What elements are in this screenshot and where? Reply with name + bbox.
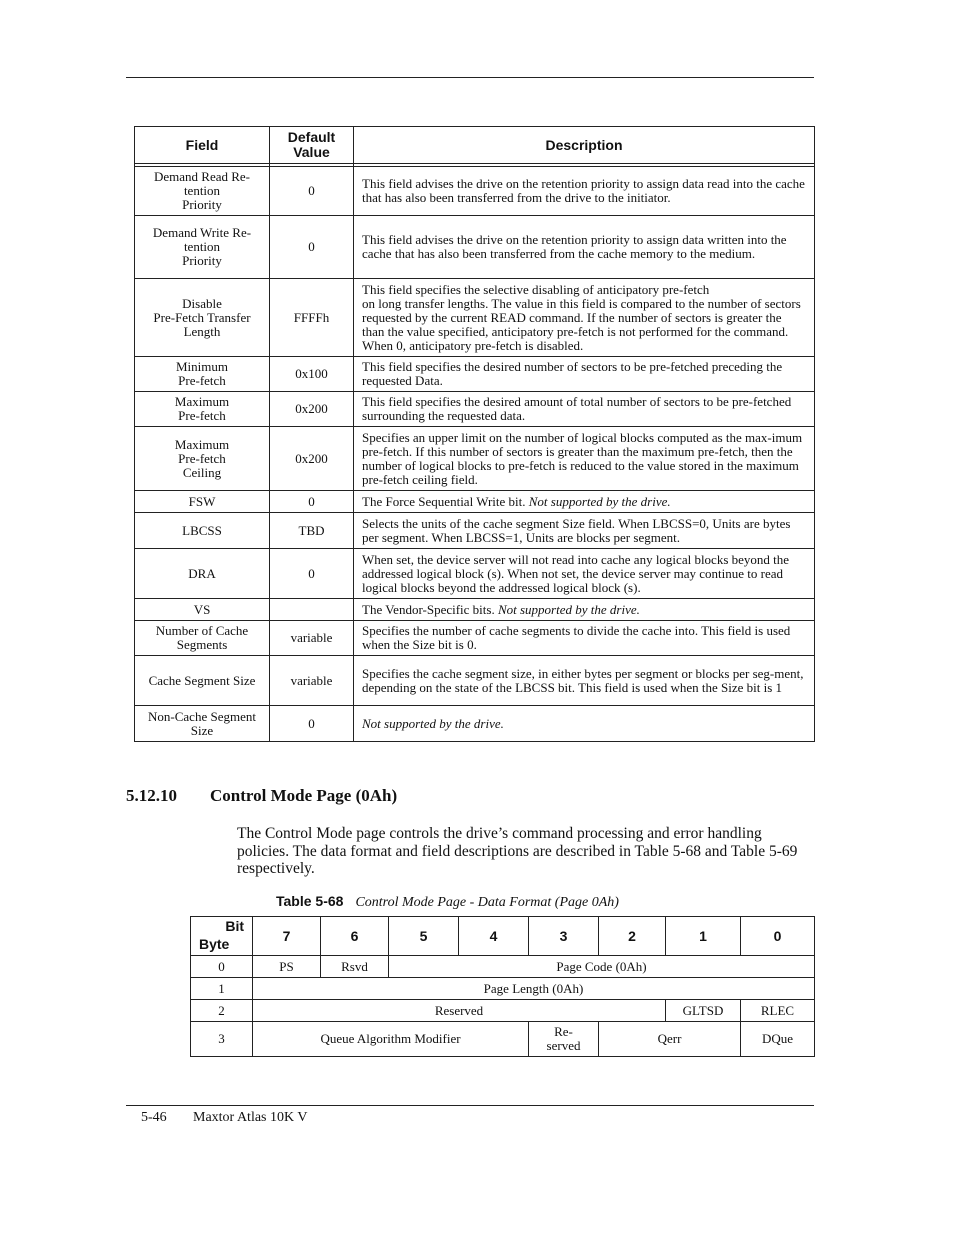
field-name: FSW [135,491,270,513]
table-row [135,279,815,357]
default-value: variable [270,621,354,656]
description [354,621,815,656]
description [354,392,815,427]
bit-byte-header: Bit Byte [191,917,253,956]
document-title: Maxtor Atlas 10K V [193,1110,308,1125]
default-value: 0 [270,491,354,513]
page-footer [141,1110,307,1126]
description [354,427,815,491]
field-name: Demand Read Re- tention Priority [135,167,270,216]
description [354,279,815,357]
description-text: The Vendor-Specific bits. [362,601,498,617]
description-note: Not supported by the drive. [528,493,671,509]
page-code-field: Page Code (0Ah) [389,956,815,978]
description-text: The Force Sequential Write bit. [362,493,529,509]
table-caption-label: Table 5-68 [276,893,344,909]
default-value: variable [270,656,354,706]
section-number: 5.12.10 [126,786,177,805]
description [354,549,815,599]
default-value: 0x100 [270,357,354,392]
gltsd-field: GLTSD [666,1000,741,1022]
default-value: 0x200 [270,392,354,427]
byte-row-2 [191,1000,815,1022]
default-value-header: Default Value [270,127,354,164]
description-text: Specifies the number of cache segments to divide the cache into. This field is used when the Size bit is 0. [362,623,791,652]
default-value: 0 [270,549,354,599]
bit-4-header: 4 [459,917,529,956]
description [354,491,815,513]
table-row [135,656,815,706]
description-note: Not supported by the drive. [362,715,504,731]
field-name: Maximum Pre-fetch [135,392,270,427]
bit-5-header: 5 [389,917,459,956]
field-name: Number of Cache Segments [135,621,270,656]
rlec-field: RLEC [741,1000,815,1022]
bit-7-header: 7 [253,917,321,956]
default-value: FFFFh [270,279,354,357]
description-text: This field specifies the selective disabling of anticipatory pre-fetch on long transfer lengths. The value in this field is compared to the number of sectors requested by the current READ command. If the number of sectors is greater the than the value specified, anticipatory pre-fetch is not performed for the command. When 0, anticipatory pre-fetch is disabled. [362,281,801,353]
description [354,216,815,279]
description [354,599,815,621]
cache-page-field-table [134,126,815,742]
footer-rule [126,1105,814,1106]
field-name: Non-Cache Segment Size [135,706,270,742]
default-value: TBD [270,513,354,549]
field-header: Field [135,127,270,164]
ps-field: PS [253,956,321,978]
header-rule [126,77,814,78]
byte-number: 2 [191,1000,253,1022]
description-text: Selects the units of the cache segment Size field. When LBCSS=0, Units are bytes per segment. When LBCSS=1, Units are blocks per segment. [362,515,791,545]
table-row [135,357,815,392]
table-row [135,167,815,216]
description-text: This field advises the drive on the retention priority to assign data written into the cache that has also been transferred from the cache memory to the medium. [362,232,787,261]
table-row [135,513,815,549]
default-value: 0 [270,167,354,216]
table-header-row [135,127,815,164]
description [354,656,815,706]
queue-algorithm-modifier-field: Queue Algorithm Modifier [253,1022,529,1057]
dque-field: DQue [741,1022,815,1057]
table-row [135,599,815,621]
bit-header-row [191,917,815,956]
bit-3-header: 3 [529,917,599,956]
description [354,167,815,216]
field-name: VS [135,599,270,621]
bit-2-header: 2 [599,917,666,956]
table-caption [276,893,619,911]
page-length-field: Page Length (0Ah) [253,978,815,1000]
reserved-field: Reserved [253,1000,666,1022]
default-value: 0x200 [270,427,354,491]
qerr-field: Qerr [599,1022,741,1057]
bit-1-header: 1 [666,917,741,956]
rsvd-field: Rsvd [321,956,389,978]
table-row [135,549,815,599]
bit-0-header: 0 [741,917,815,956]
byte-row-3 [191,1022,815,1057]
description-text: Specifies an upper limit on the number of logical blocks computed as the max-imum pre-fetch. If this number of sectors is greater than the maximum pre-fetch, then the number of logical blocks to pre-fetch is reduced to the value stored in the maximum pre-fetch ceiling field. [362,429,803,487]
description-text: Specifies the cache segment size, in either bytes per segment or blocks per seg-ment, depending on the state of the LBCSS bit. This field is used when the Size bit is 1 [362,665,804,695]
description [354,513,815,549]
field-name: DRA [135,549,270,599]
byte-number: 3 [191,1022,253,1057]
default-value: 0 [270,216,354,279]
field-name: Minimum Pre-fetch [135,357,270,392]
table-row [135,491,815,513]
description-text: This field specifies the desired amount of total number of sectors to be pre-fetched surrounding the requested data. [362,394,792,423]
description-text: When set, the device server will not read into cache any logical blocks beyond the addressed logical block (s). When not set, the device server may continue to read logical blocks beyond the addressed logical block (s). [362,551,790,595]
default-value: 0 [270,706,354,742]
section-heading [126,786,397,806]
control-mode-format-table [190,916,815,1057]
reserved-bit-field: Re- served [529,1022,599,1057]
table-row [135,427,815,491]
byte-number: 1 [191,978,253,1000]
field-name: Cache Segment Size [135,656,270,706]
section-title: Control Mode Page (0Ah) [210,786,398,805]
intro-paragraph: The Control Mode page controls the drive’s command processing and error handling policies. The data format and field descriptions are described in Table 5-68 and Table 5-69 respectively. [237,825,798,877]
description-text: This field advises the drive on the retention priority to assign data read into the cache that has also been transferred from the drive to the initiator. [362,176,805,205]
byte-row-1 [191,978,815,1000]
description-header: Description [354,127,815,164]
field-name: Maximum Pre-fetch Ceiling [135,427,270,491]
table-row [135,706,815,742]
table-caption-title: Control Mode Page - Data Format (Page 0Ah) [355,895,619,910]
page-number: 5-46 [141,1110,167,1125]
field-name: LBCSS [135,513,270,549]
field-name: Demand Write Re- tention Priority [135,216,270,279]
description [354,706,815,742]
table-row [135,621,815,656]
byte-number: 0 [191,956,253,978]
description [354,357,815,392]
table-row [135,216,815,279]
description-note: Not supported by the drive. [497,601,640,617]
field-name: Disable Pre-Fetch Transfer Length [135,279,270,357]
default-value [270,599,354,621]
byte-row-0 [191,956,815,978]
bit-6-header: 6 [321,917,389,956]
description-text: This field specifies the desired number of sectors to be pre-fetched preceding the requested Data. [362,359,783,388]
table-row [135,392,815,427]
